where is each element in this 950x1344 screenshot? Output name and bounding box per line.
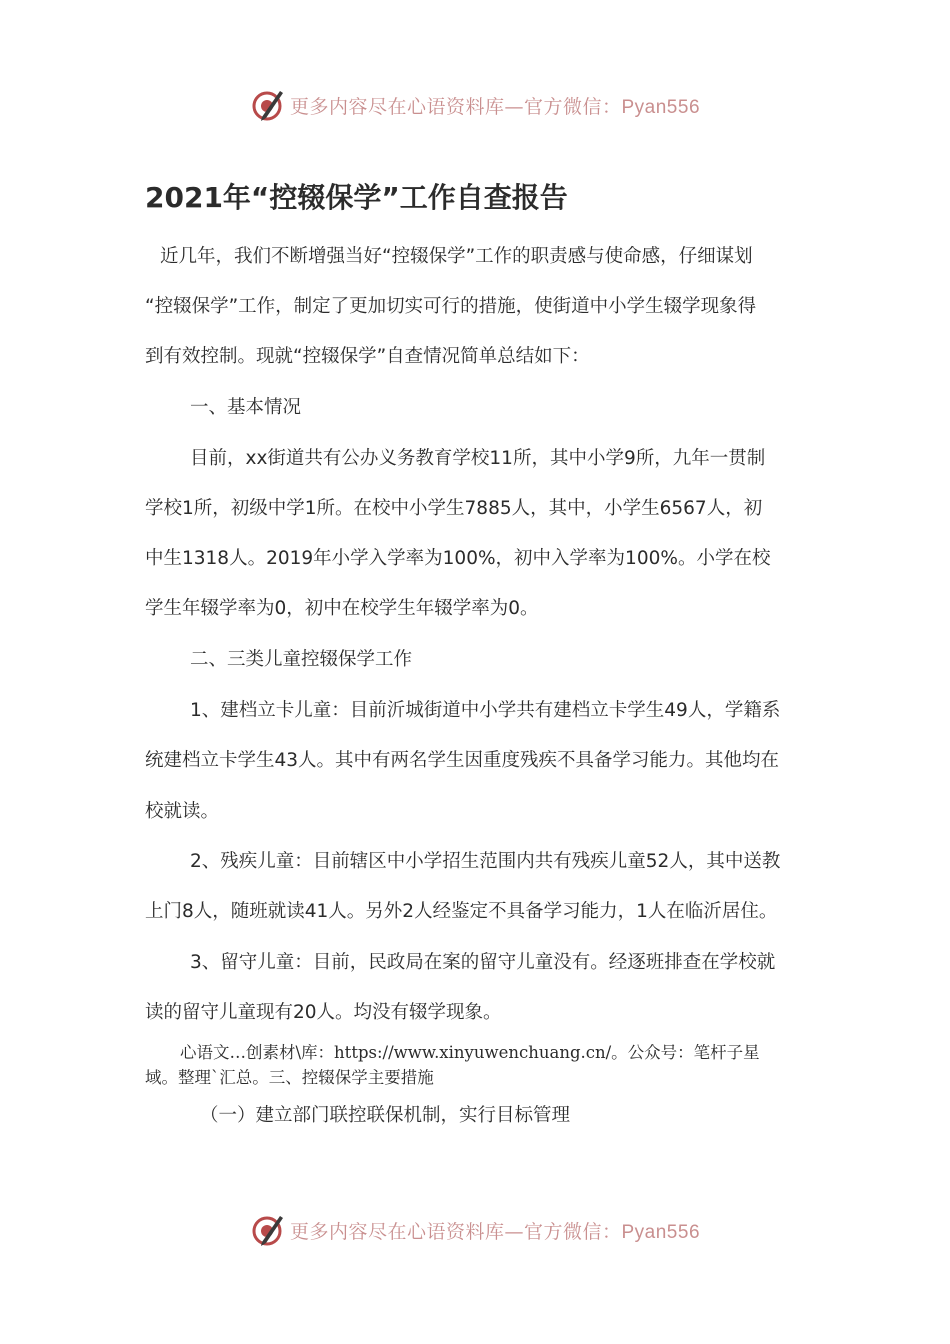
footer-banner: [0, 1210, 950, 1250]
document-title: 2021年“控辍保学”工作自查报告: [145, 181, 568, 214]
source-note: [145, 1040, 810, 1090]
quill-logo-icon: [250, 1212, 286, 1248]
subsection-heading: （一）建立部门联控联保机制，实行目标管理: [200, 1105, 571, 1126]
banner-inner: [250, 1212, 700, 1248]
paragraph-line: 2、残疾儿童：目前辖区中小学招生范围内共有残疾儿童52人，其中送教: [190, 851, 781, 872]
paragraph-line: 中生1318人。2019年小学入学率为100%，初中入学率为100%。小学在校: [145, 548, 771, 569]
banner-text: 更多内容尽在心语资料库—官方微信：Pyan556: [289, 1220, 701, 1243]
paragraph-line: 目前，xx街道共有公办义务教育学校11所，其中小学9所，九年一贯制: [190, 448, 766, 469]
paragraph-line: 上门8人，随班就读41人。另外2人经鉴定不具备学习能力，1人在临沂居住。: [145, 901, 778, 922]
paragraph-line: 学校1所，初级中学1所。在校中小学生7885人，其中，小学生6567人，初: [145, 498, 763, 519]
paragraph-line: “控辍保学”工作，制定了更加切实可行的措施，使街道中小学生辍学现象得: [145, 296, 757, 317]
paragraph-line: 近几年，我们不断增强当好“控辍保学”工作的职责感与使命感，仔细谋划: [160, 246, 753, 267]
paragraph-line: 学生年辍学率为0，初中在校学生年辍学率为0。: [145, 598, 539, 619]
paragraph-line: 校就读。: [145, 801, 220, 822]
banner-inner: [250, 87, 700, 123]
paragraph-line: 3、留守儿童：目前，民政局在案的留守儿童没有。经逐班排查在学校就: [190, 952, 776, 973]
section-heading: 二、三类儿童控辍保学工作: [190, 649, 413, 670]
source-note-line: 域。整理`汇总。三、控辍保学主要措施: [145, 1068, 434, 1087]
banner-text: 更多内容尽在心语资料库—官方微信：Pyan556: [289, 95, 701, 118]
source-note-line: 心语文…创素材\库：https://www.xinyuwenchuang.cn/。公众号：笔杆子星: [180, 1043, 760, 1062]
paragraph-line: 统建档立卡学生43人。其中有两名学生因重度残疾不具备学习能力。其他均在: [145, 750, 780, 771]
paragraph-line: 读的留守儿童现有20人。均没有辍学现象。: [145, 1002, 502, 1023]
paragraph-line: 到有效控制。现就“控辍保学”自查情况简单总结如下：: [145, 346, 590, 367]
section-heading: 一、基本情况: [190, 397, 302, 418]
header-banner: [0, 85, 950, 125]
banner-wechat-id: Pyan556: [621, 1221, 701, 1243]
quill-logo-icon: [250, 87, 286, 123]
banner-wechat-id: Pyan556: [621, 96, 701, 118]
paragraph-line: 1、建档立卡儿童：目前沂城街道中小学共有建档立卡学生49人，学籍系: [190, 700, 781, 721]
